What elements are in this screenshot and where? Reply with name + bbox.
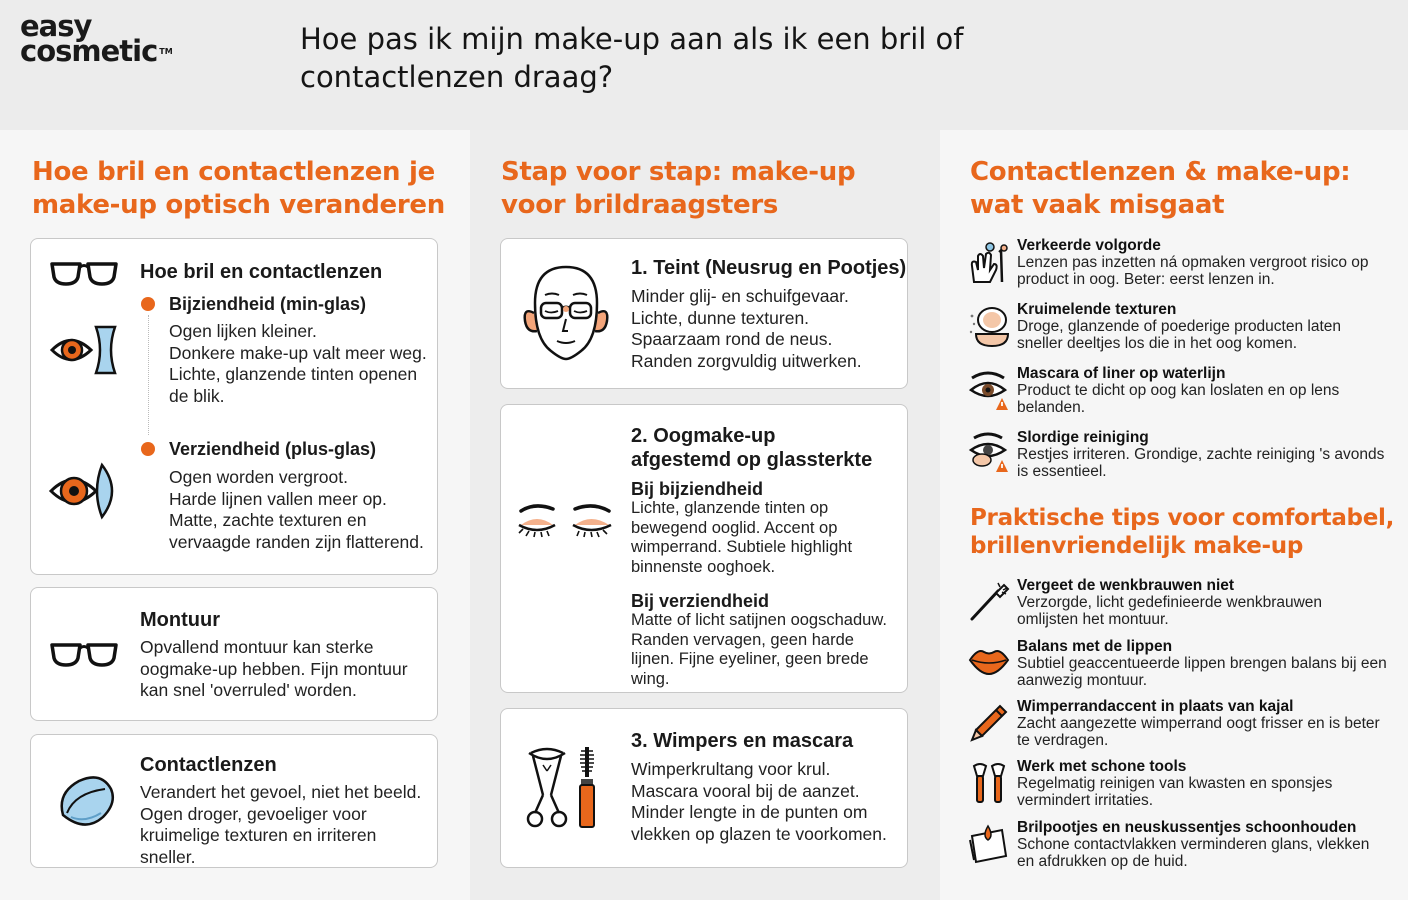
section-title-steps: Stap voor stap: make-up voor brildraagsters [501,157,856,220]
mistake-2-title: Kruimelende texturen [1017,301,1177,318]
step-3-text: Wimperkrultang voor krul. Mascara vooral bij de aanzet. Minder lengte in de punten om vlekken op glazen te voorkomen. [631,759,887,844]
card-title-frame: Montuur [140,609,220,631]
header [0,0,1408,130]
mistake-4-text: Restjes irriteren. Grondige, zachte reiniging 's avonds is essentieel. [1017,446,1385,480]
powder-compact-icon [968,306,1010,348]
tip-5-title: Brilpootjes en neuskussentjes schoonhouden [1017,819,1357,836]
mistake-1-title: Verkeerde volgorde [1017,237,1161,254]
cleaning-wipe-icon [968,822,1010,864]
bullet-dot [141,442,155,456]
card-title-glasses-lenses: Hoe bril en contactlenzen [140,261,383,283]
eye-convex-lens-icon [48,461,120,521]
hyperopia-title: Verziendheid (plus-glas) [169,439,377,459]
tip-3-text: Zacht aangezette wimperrand oogt frisser en is beter te verdragen. [1017,715,1380,749]
lips-icon [968,644,1010,678]
glasses-icon [49,640,119,668]
column-optical-effects [0,130,470,900]
brand-line-2: cosmetic [20,34,158,68]
hyperopia-text: Ogen worden vergroot. Harde lijnen vallen meer op. Matte, zachte texturen en vervaagde randen zijn flatterend. [169,467,424,552]
pencil-icon [968,700,1010,742]
step-1-text: Minder glij- en schuifgevaar. Lichte, dunne texturen. Spaarzaam rond de neus. Randen zorgvuldig uitwerken. [631,286,862,371]
eye-warning-icon [968,370,1010,412]
brand-trademark: TM [159,47,173,56]
column-contact-tips [940,130,1408,900]
step-2-myopia-text: Lichte, glanzende tinten op bewegend ooglid. Accent op wimperrand. Subtiele highlight binnenste ooghoek. [631,499,853,576]
step-3-title: 3. Wimpers en mascara [631,730,854,752]
tip-2-text: Subtiel geaccentueerde lippen brengen balans bij een aanwezig montuur. [1017,655,1387,689]
brushes-hand-icon [968,242,1010,284]
glasses-icon [49,259,119,287]
mistake-4-title: Slordige reiniging [1017,429,1149,446]
tip-1-text: Verzorgde, licht gedefinieerde wenkbrauwen omlijsten het montuur. [1017,594,1323,628]
closed-eyes-icon [515,503,615,545]
card-frame [30,587,438,721]
step-2-myopia-title: Bij bijziendheid [631,479,764,499]
card-step-lashes [500,708,908,868]
step-1-title: 1. Teint (Neusrug en Pootjes) [631,257,907,279]
brand-line-1: easy [20,9,92,43]
column-step-by-step [470,130,940,900]
step-2-hyperopia-title: Bij verziendheid [631,591,770,611]
step-2-hyperopia-text: Matte of licht satijnen oogschaduw. Randen vervagen, geen harde lijnen. Fijne eyeliner, geen brede wing. [631,611,887,688]
mistake-1-text: Lenzen pas inzetten ná opmaken vergroot risico op product in oog. Beter: eerst lenzen in. [1017,254,1369,288]
tip-5-text: Schone contactvlakken verminderen glans, vlekken en afdrukken op de huid. [1017,836,1370,870]
tip-4-text: Regelmatig reinigen van kwasten en sponsjes vermindert irritaties. [1017,775,1333,809]
card-text-frame: Opvallend montuur kan sterke oogmake-up hebben. Fijn montuur kan snel 'overruled' worden. [140,637,408,700]
brow-brush-icon [968,581,1010,623]
section-title-mistakes: Contactlenzen & make-up: wat vaak misgaat [970,157,1351,220]
contact-lens-icon [55,773,117,835]
face-with-glasses-icon [521,263,611,361]
section-title-tips: Praktische tips voor comfortabel, brillenvriendelijk make-up [970,505,1395,559]
card-title-contact-lenses: Contactlenzen [140,754,277,776]
mistake-2-text: Droge, glanzende of poederige producten laten sneller deeltjes los die in het oog komen. [1017,318,1342,352]
card-step-eye-makeup [500,404,908,693]
tip-4-title: Werk met schone tools [1017,758,1187,775]
mistake-3-text: Product te dicht op oog kan loslaten en op lens belanden. [1017,382,1340,416]
step-2-title: 2. Oogmake-up afgestemd op glassterkte [631,425,873,471]
eye-concave-lens-icon [49,323,121,379]
card-step-complexion [500,238,908,389]
tip-1-title: Vergeet de wenkbrauwen niet [1017,577,1235,594]
tip-2-title: Balans met de lippen [1017,638,1173,655]
tip-3-title: Wimperrandaccent in plaats van kajal [1017,698,1294,715]
clean-brushes-icon [970,762,1008,804]
section-title-optical: Hoe bril en contactlenzen je make-up optisch veranderen [32,157,445,220]
bullet-connector [148,315,149,435]
card-text-contact-lenses: Verandert het gevoel, niet het beeld. Ogen droger, gevoeliger voor kruimelige texturen en irriteren sneller. [140,782,422,867]
lash-curler-mascara-icon [525,743,605,833]
mistake-3-title: Mascara of liner op waterlijn [1017,365,1226,382]
card-glasses-lenses [30,238,438,575]
myopia-text: Ogen lijken kleiner. Donkere make-up valt meer weg. Lichte, glanzende tinten openen de blik. [169,321,427,406]
card-contact-lenses [30,734,438,868]
page-title: Hoe pas ik mijn make-up aan als ik een bril of contactlenzen draag? [300,22,964,94]
myopia-title: Bijziendheid (min-glas) [169,294,367,314]
eye-cleansing-icon [968,432,1010,474]
bullet-dot [141,297,155,311]
brand-logo[interactable] [20,9,173,68]
